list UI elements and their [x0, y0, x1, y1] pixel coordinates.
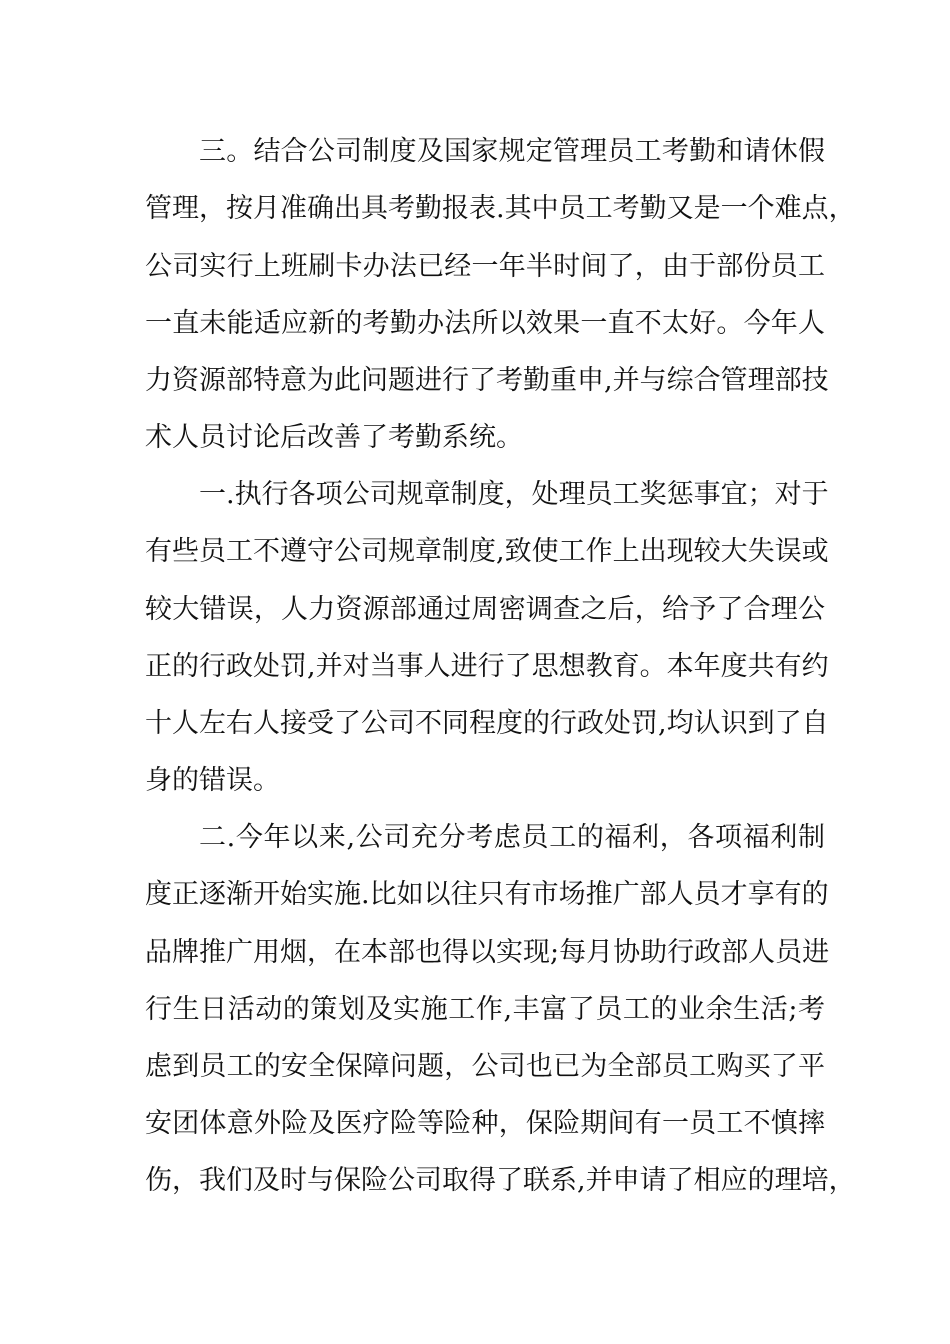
- text-line: 管理，按月准确出具考勤报表.其中员工考勤又是一个难点，: [145, 193, 856, 224]
- text-line: 安团体意外险及医疗险等险种，保险期间有一员工不慎摔: [145, 1108, 825, 1139]
- text-line: 公司实行上班刷卡办法已经一年半时间了，由于部份员工: [145, 251, 825, 282]
- text-line: 行生日活动的策划及实施工作,丰富了员工的业余生活;考: [145, 994, 825, 1025]
- text-line: 三。结合公司制度及国家规定管理员工考勤和请休假: [199, 136, 825, 167]
- text-line: 伤，我们及时与保险公司取得了联系,并申请了相应的理培，: [145, 1165, 856, 1196]
- text-line: 虑到员工的安全保障问题，公司也已为全部员工购买了平: [145, 1051, 825, 1082]
- text-line: 品牌推广用烟，在本部也得以实现;每月协助行政部人员进: [145, 937, 830, 968]
- text-line: 度正逐渐开始实施.比如以往只有市场推广部人员才享有的: [145, 879, 829, 910]
- text-line: 二.今年以来,公司充分考虑员工的福利，各项福利制: [199, 822, 825, 853]
- text-line: 力资源部特意为此问题进行了考勤重申,并与综合管理部技: [145, 365, 829, 396]
- text-line: 身的错误。: [145, 765, 280, 796]
- text-line: 正的行政处罚,并对当事人进行了思想教育。本年度共有约: [145, 651, 829, 682]
- text-line: 十人左右人接受了公司不同程度的行政处罚,均认识到了自: [145, 708, 829, 739]
- text-line: 一直未能适应新的考勤办法所以效果一直不太好。今年人: [145, 308, 825, 339]
- text-line: 一.执行各项公司规章制度，处理员工奖惩事宜；对于: [199, 479, 829, 510]
- text-line: 较大错误，人力资源部通过周密调查之后，给予了合理公: [145, 594, 825, 625]
- text-line: 术人员讨论后改善了考勤系统。: [145, 422, 523, 453]
- text-line: 有些员工不遵守公司规章制度,致使工作上出现较大失误或: [145, 536, 829, 567]
